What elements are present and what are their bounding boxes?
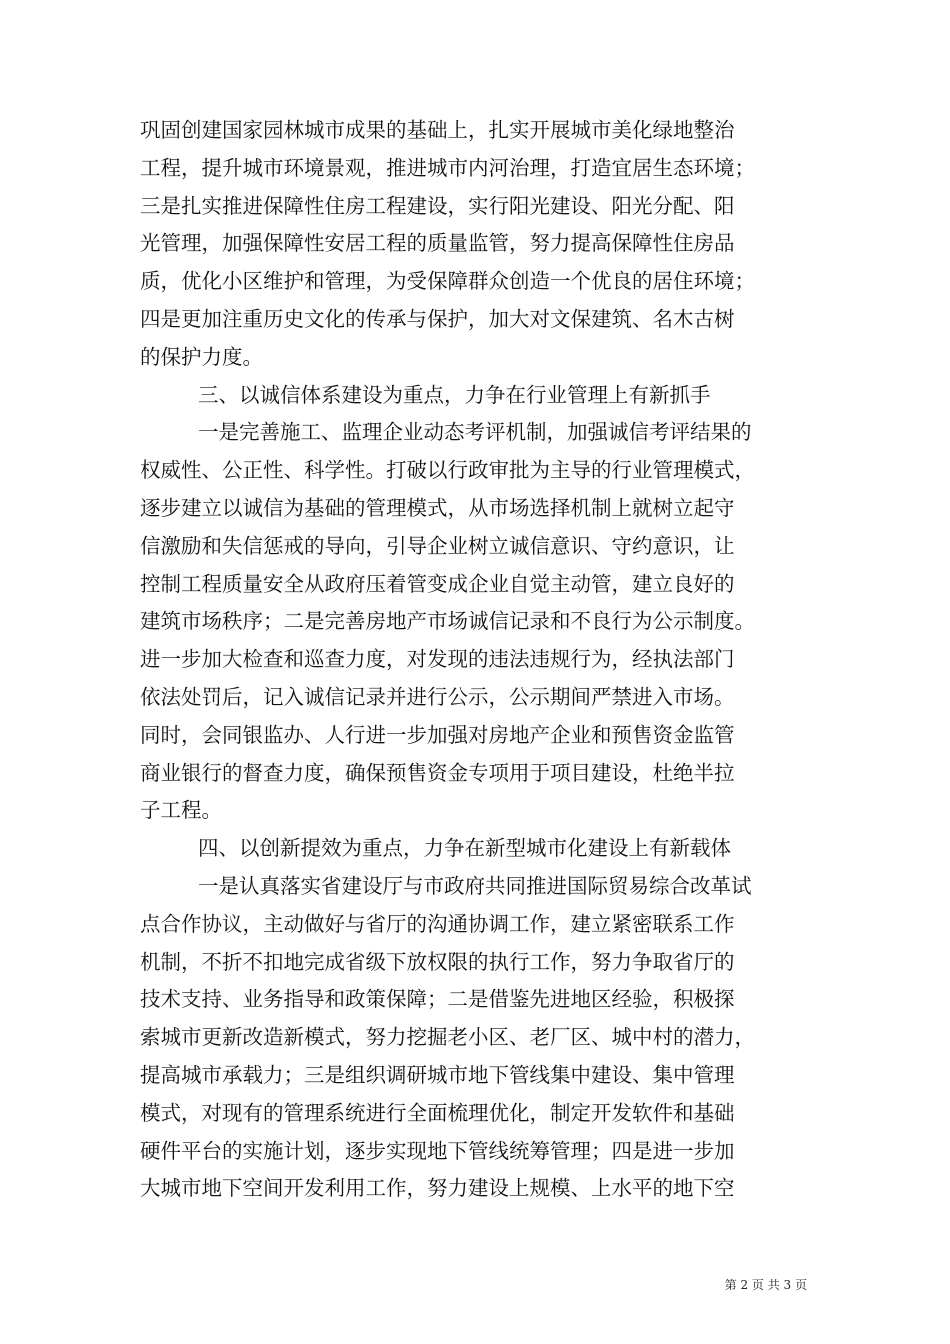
- body-line: 的保护力度。: [140, 344, 263, 369]
- body-line: 逐步建立以诚信为基础的管理模式，从市场选择机制上就树立起守: [140, 495, 735, 520]
- body-line: 四是更加注重历史文化的传承与保护，加大对文保建筑、名木古树: [140, 306, 735, 331]
- body-line: 三是扎实推进保障性住房工程建设，实行阳光建设、阳光分配、阳: [140, 193, 735, 218]
- body-line: 子工程。: [140, 798, 222, 823]
- body-line: 点合作协议，主动做好与省厅的沟通协调工作，建立紧密联系工作: [140, 911, 735, 936]
- body-line: 信激励和失信惩戒的导向，引导企业树立诚信意识、守约意识，让: [140, 533, 735, 558]
- body-line: 权威性、公正性、科学性。打破以行政审批为主导的行业管理模式，: [140, 458, 755, 483]
- body-line: 工程，提升城市环境景观，推进城市内河治理，打造宜居生态环境；: [140, 155, 755, 180]
- body-line: 技术支持、业务指导和政策保障；二是借鉴先进地区经验，积极探: [140, 987, 735, 1012]
- body-line: 机制，不折不扣地完成省级下放权限的执行工作，努力争取省厅的: [140, 949, 735, 974]
- body-line: 提高城市承载力；三是组织调研城市地下管线集中建设、集中管理: [140, 1062, 735, 1087]
- body-line: 一是认真落实省建设厅与市政府共同推进国际贸易综合改革试: [198, 873, 752, 898]
- body-line: 控制工程质量安全从政府压着管变成企业自觉主动管，建立良好的: [140, 571, 735, 596]
- body-line: 模式，对现有的管理系统进行全面梳理优化，制定开发软件和基础: [140, 1100, 735, 1125]
- body-line: 一是完善施工、监理企业动态考评机制，加强诚信考评结果的: [198, 420, 752, 445]
- section-heading-3: 三、以诚信体系建设为重点，力争在行业管理上有新抓手: [198, 382, 711, 407]
- body-line: 硬件平台的实施计划，逐步实现地下管线统筹管理；四是进一步加: [140, 1138, 735, 1163]
- body-line: 同时，会同银监办、人行进一步加强对房地产企业和预售资金监管: [140, 722, 735, 747]
- body-line: 进一步加大检查和巡查力度，对发现的违法违规行为，经执法部门: [140, 647, 735, 672]
- body-line: 巩固创建国家园林城市成果的基础上，扎实开展城市美化绿地整治: [140, 118, 735, 142]
- page-number-footer: 第 2 页 共 3 页: [724, 1278, 807, 1292]
- body-line: 大城市地下空间开发利用工作，努力建设上规模、上水平的地下空: [140, 1176, 735, 1201]
- body-line: 光管理，加强保障性安居工程的质量监管，努力提高保障性住房品: [140, 231, 735, 256]
- document-body: [140, 112, 830, 1208]
- body-line: 商业银行的督查力度，确保预售资金专项用于项目建设，杜绝半拉: [140, 760, 735, 785]
- section-heading-4: 四、以创新提效为重点，力争在新型城市化建设上有新载体: [198, 836, 731, 861]
- body-line: 索城市更新改造新模式，努力挖掘老小区、老厂区、城中村的潜力，: [140, 1025, 755, 1050]
- body-line: 质，优化小区维护和管理，为受保障群众创造一个优良的居住环境；: [140, 269, 755, 294]
- body-line: 依法处罚后，记入诚信记录并进行公示，公示期间严禁进入市场。: [140, 684, 735, 709]
- body-line: 建筑市场秩序；二是完善房地产市场诚信记录和不良行为公示制度。: [140, 609, 755, 634]
